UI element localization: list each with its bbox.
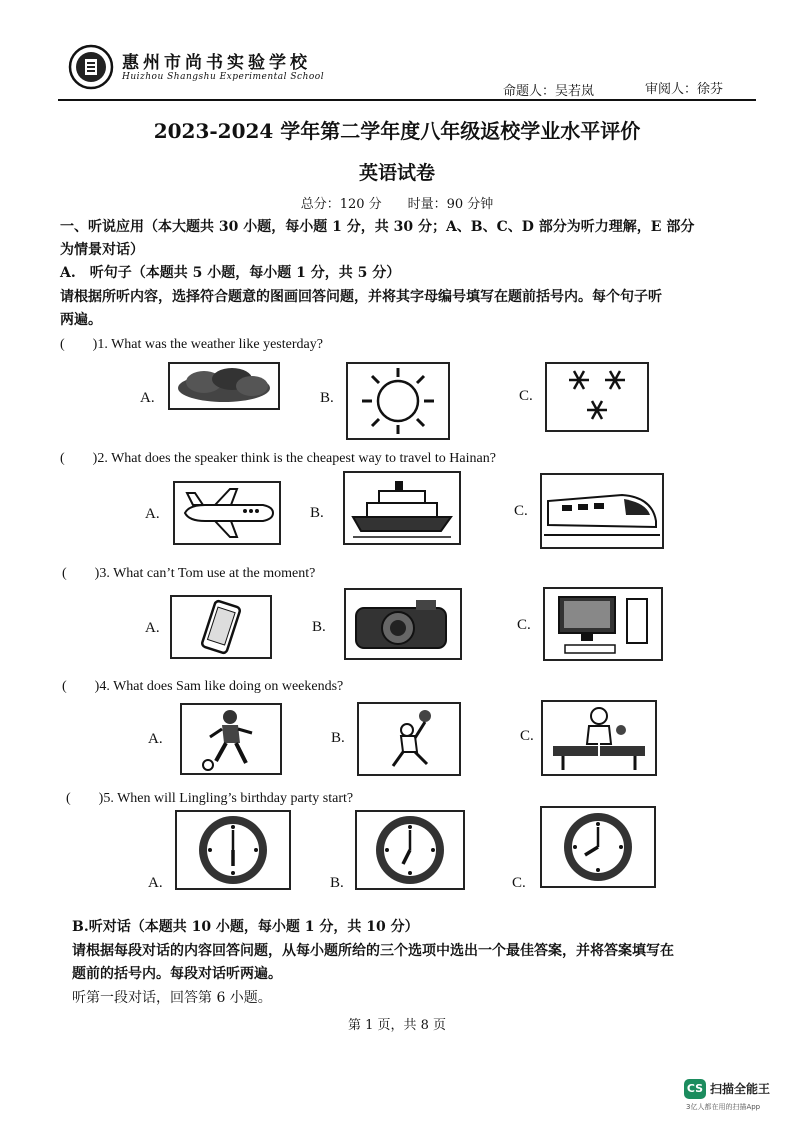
option-letter-a: A.: [145, 506, 160, 522]
question-3: [62, 562, 315, 582]
option-letter-c: C.: [517, 617, 531, 633]
option-image-train[interactable]: [540, 473, 664, 549]
page-title: 2023-2024 学年第二学年度八年级返校学业水平评价: [153, 119, 641, 143]
option-letter-b: B.: [331, 730, 345, 746]
option-image-clock-eight[interactable]: [540, 806, 656, 888]
question-text: What does Sam like doing on weekends?: [113, 679, 344, 694]
page-number: 第 1 页，共 8 页: [347, 1018, 447, 1033]
basketball-player-icon: [359, 704, 459, 774]
part-b-heading: B.听对话（本题共 10 小题，每小题 1 分，共 10 分）: [72, 919, 419, 935]
table-tennis-icon: [543, 702, 655, 774]
part-b-dialog-1-note: 听第一段对话，回答第 6 小题。: [72, 990, 272, 1006]
option-image-plane[interactable]: [173, 481, 281, 545]
football-player-icon: [182, 705, 280, 773]
option-letter-c: C.: [520, 728, 534, 744]
reviewer-label: 审阅人：徐芬: [645, 82, 724, 97]
camera-icon: [346, 590, 460, 658]
score-info: 总分：120 分 时量：90 分钟: [300, 197, 494, 212]
camscanner-logo: CS: [684, 1079, 706, 1099]
option-letter-c: C.: [512, 875, 526, 891]
option-image-ship[interactable]: [343, 471, 461, 545]
option-image-sun[interactable]: [346, 362, 450, 440]
answer-bracket[interactable]: ( )5.: [66, 791, 114, 806]
question-text: What was the weather like yesterday?: [111, 337, 323, 352]
option-letter-c: C.: [519, 388, 533, 404]
part-a-instruction: 请根据所听内容，选择符合题意的图画回答问题，并将其字母编号填写在题前括号内。每个句子听: [60, 289, 662, 305]
option-image-snow[interactable]: [545, 362, 649, 432]
clock-8-icon: [542, 808, 654, 886]
question-text: What can’t Tom use at the moment?: [113, 566, 316, 581]
question-2: [60, 447, 496, 467]
question-text: When will Lingling’s birthday party start?: [117, 791, 354, 806]
airplane-icon: [175, 483, 279, 543]
option-image-clock-six[interactable]: [175, 810, 291, 890]
answer-bracket[interactable]: ( )1.: [60, 337, 108, 352]
header-divider: [58, 99, 756, 101]
option-image-phone[interactable]: [170, 595, 272, 659]
answer-bracket[interactable]: ( )3.: [62, 566, 110, 581]
answer-bracket[interactable]: ( )4.: [62, 679, 110, 694]
ship-icon: [345, 473, 459, 543]
option-image-football[interactable]: [180, 703, 282, 775]
option-letter-a: A.: [148, 731, 163, 747]
setter-label: 命题人：吴若岚: [503, 84, 595, 99]
option-letter-b: B.: [312, 619, 326, 635]
option-image-cloud[interactable]: [168, 362, 280, 410]
camscanner-tagline: 3亿人都在用的扫描App: [686, 1103, 761, 1111]
sun-icon: [348, 364, 448, 438]
part-b-instruction: 请根据每段对话的内容回答问题，从每小题所给的三个选项中选出一个最佳答案，并将答案填写在: [72, 943, 674, 959]
option-letter-c: C.: [514, 503, 528, 519]
answer-bracket[interactable]: ( )2.: [60, 451, 108, 466]
option-letter-a: A.: [140, 390, 155, 406]
option-image-clock-seven[interactable]: [355, 810, 465, 890]
part-a-heading: A. 听句子（本题共 5 小题，每小题 1 分，共 5 分）: [60, 265, 401, 281]
option-letter-b: B.: [320, 390, 334, 406]
option-image-table-tennis[interactable]: [541, 700, 657, 776]
part-a-instruction-cont: 两遍。: [60, 312, 102, 328]
train-icon: [542, 475, 662, 547]
option-letter-a: A.: [145, 620, 160, 636]
option-letter-b: B.: [330, 875, 344, 891]
cloud-icon: [170, 364, 278, 408]
snowflake-icon: [547, 364, 647, 430]
question-text: What does the speaker think is the cheapest way to travel to Hainan?: [111, 451, 496, 466]
part-b-instruction-cont: 题前的括号内。每段对话听两遍。: [72, 966, 282, 982]
option-letter-b: B.: [310, 505, 324, 521]
option-letter-a: A.: [148, 875, 163, 891]
option-image-basketball[interactable]: [357, 702, 461, 776]
school-name-en: Huizhou Shangshu Experimental School: [122, 72, 325, 82]
clock-6-icon: [177, 812, 289, 888]
computer-icon: [545, 589, 661, 659]
question-4: [62, 675, 343, 695]
section-heading-cont: 为情景对话）: [60, 242, 144, 258]
option-image-camera[interactable]: [344, 588, 462, 660]
section-heading: 一、听说应用（本大题共 30 小题，每小题 1 分，共 30 分；A、B、C、D 部分为听力理解，E 部分: [60, 219, 695, 235]
phone-icon: [172, 597, 270, 657]
camscanner-name: 扫描全能王: [710, 1082, 771, 1096]
page-subtitle: 英语试卷: [358, 162, 435, 184]
clock-7-icon: [357, 812, 463, 888]
question-1: [60, 333, 323, 353]
question-5: [66, 787, 353, 807]
option-image-computer[interactable]: [543, 587, 663, 661]
school-name: 惠州市尚书实验学校: [122, 53, 311, 73]
school-logo: [68, 44, 114, 90]
